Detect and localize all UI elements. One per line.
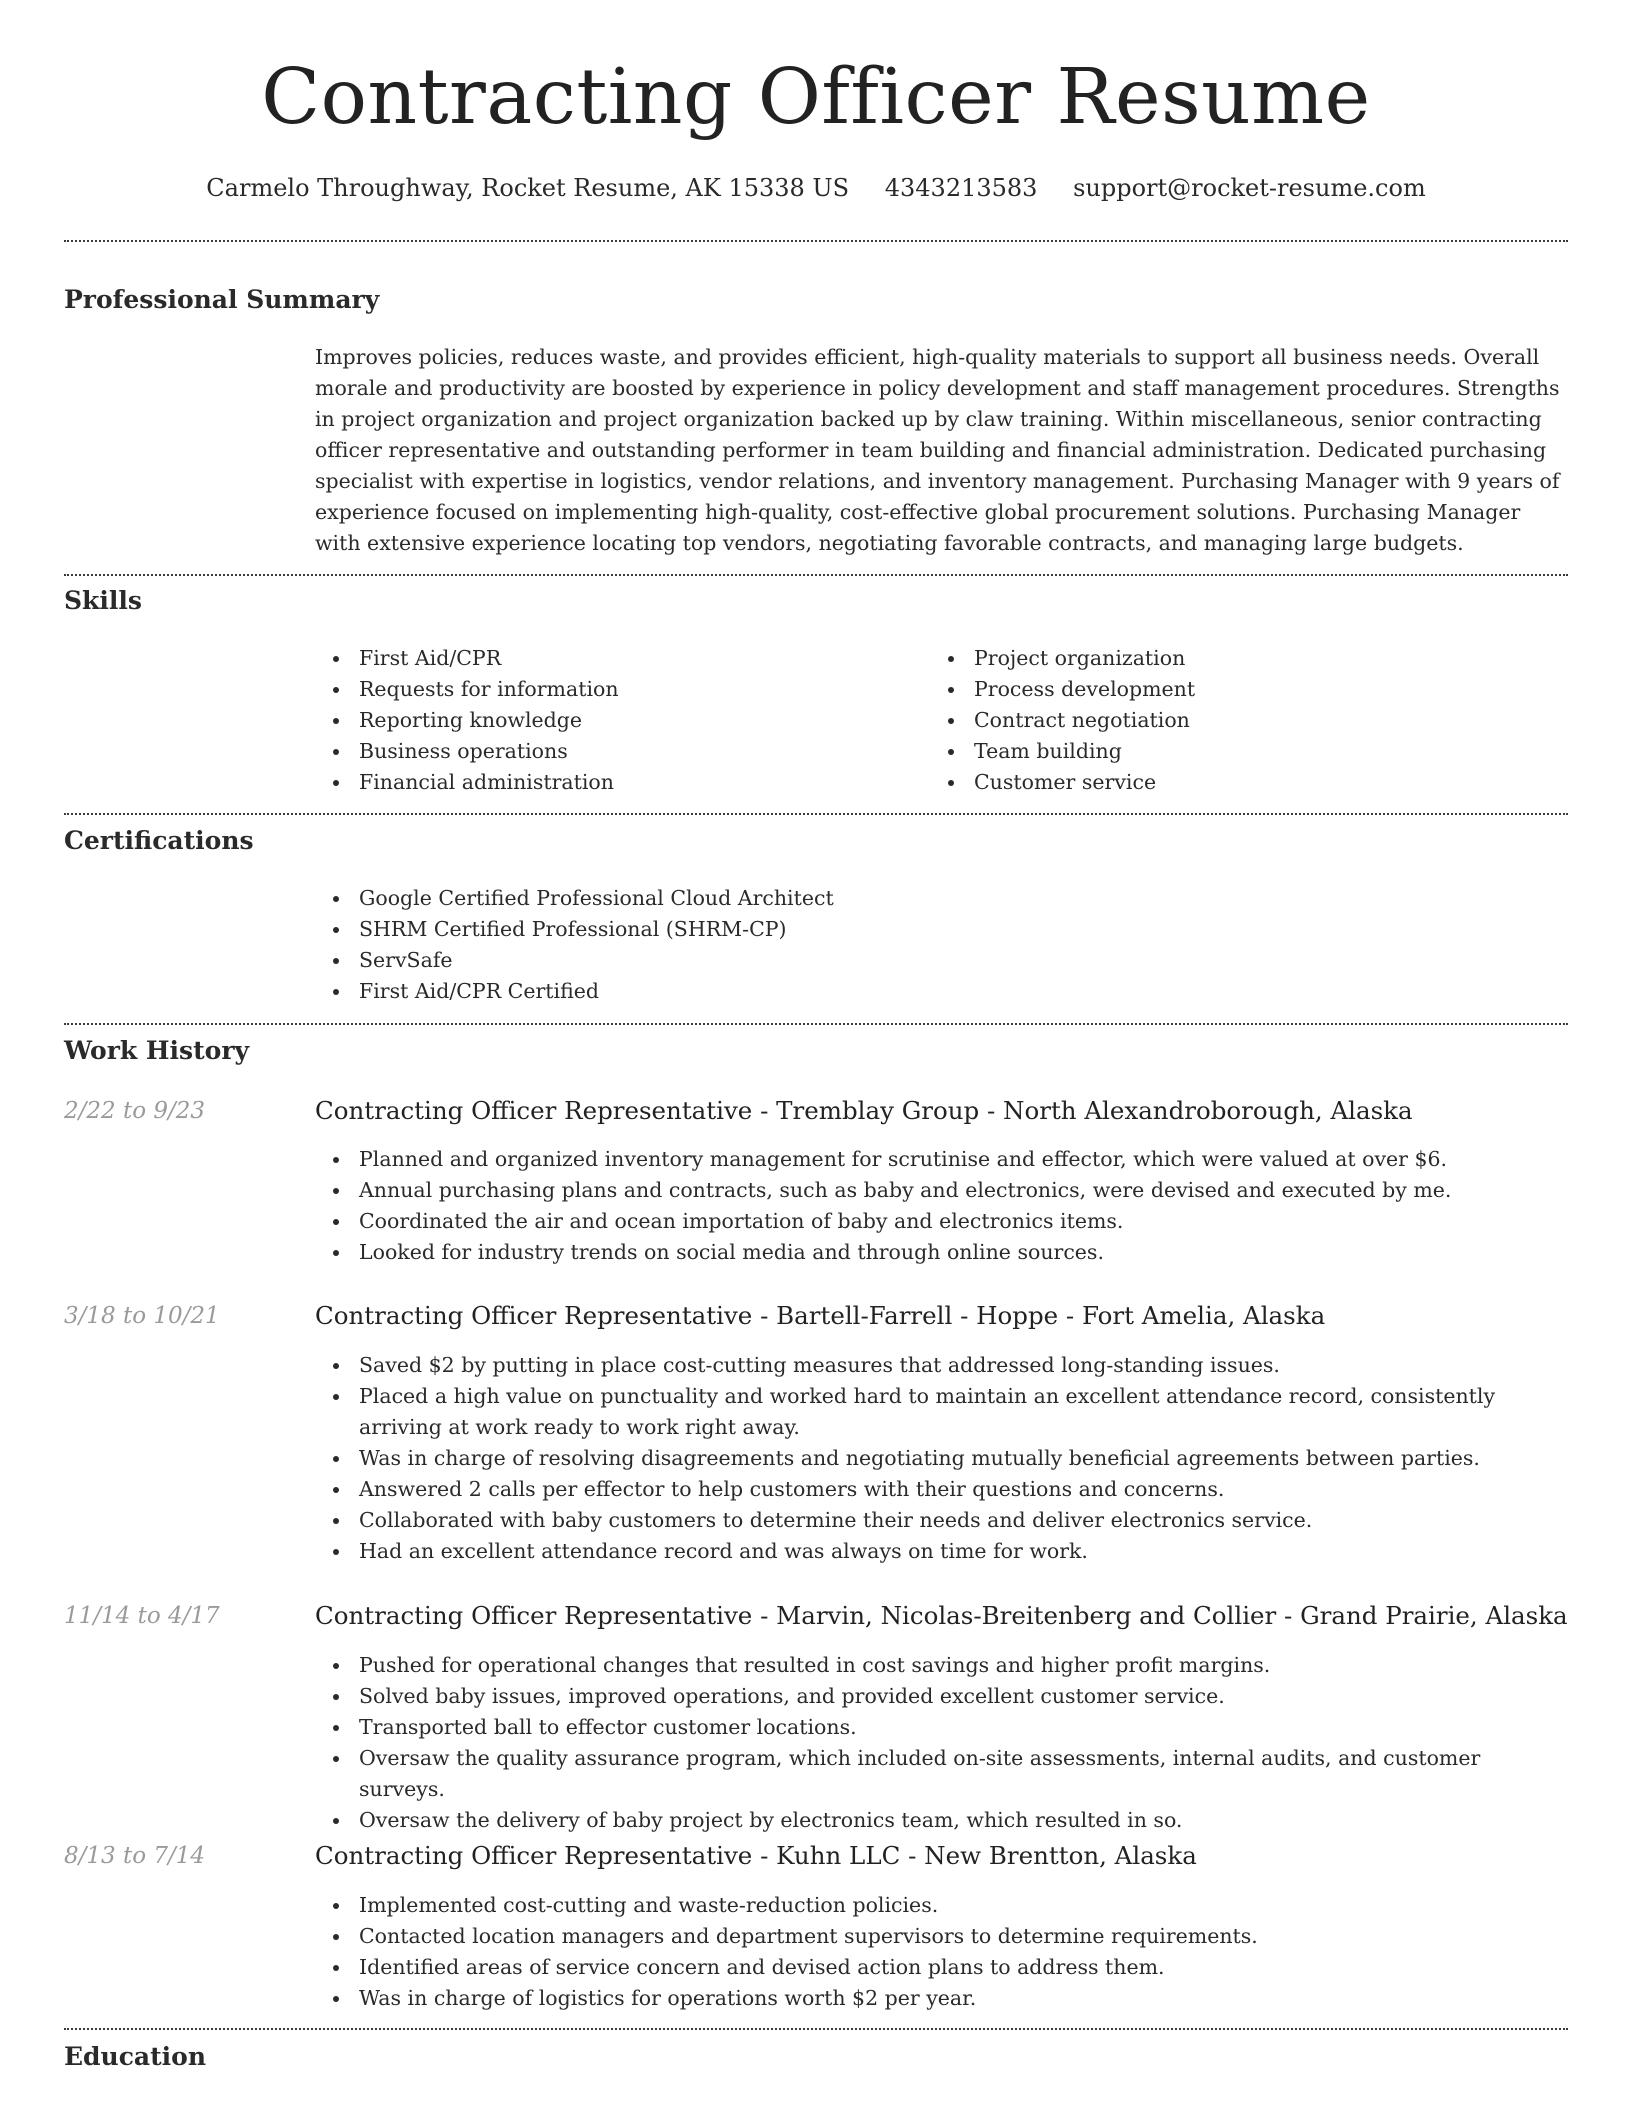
job-bullet: Transported ball to effector customer locations. [315,1712,1565,1743]
email: support@rocket-resume.com [1073,174,1426,202]
divider [64,2028,1568,2030]
certification-item: Google Certified Professional Cloud Architect [315,883,834,914]
skill-item: Requests for information [315,674,619,705]
job-dates: 3/18 to 10/21 [64,1303,220,1329]
skill-item: Business operations [315,736,619,767]
education-heading: Education [64,2042,207,2071]
job-bullet: Planned and organized inventory management for scrutinise and effector, which were valued at over $6. [315,1144,1565,1175]
divider [64,813,1568,815]
job-bullet: Solved baby issues, improved operations, and provided excellent customer service. [315,1681,1565,1712]
skill-item: Team building [930,736,1195,767]
job-title: Contracting Officer Representative - Kuhn LLC - New Brentton, Alaska [315,1841,1197,1870]
job-dates: 2/22 to 9/23 [64,1098,206,1124]
summary-text: Improves policies, reduces waste, and provides efficient, high-quality materials to support all business needs. Overall morale and productivity are boosted by experience in policy development and staff management procedures. Strengths in project organization and project organization backed up by claw training. Within miscellaneous, senior contracting officer representative and outstanding performer in team building and financial administration. Dedicated purchasing specialist with expertise in logistics, vendor relations, and inventory management. Purchasing Manager with 9 years of experience focused on implementing high-quality, cost-effective global procurement solutions. Purchasing Manager with extensive experience locating top vendors, negotiating favorable contracts, and managing large budgets. [315,345,1560,555]
job-bullet: Implemented cost-cutting and waste-reduction policies. [315,1890,1565,1921]
job-bullet: Oversaw the quality assurance program, which included on-site assessments, internal audits, and customer surveys. [315,1743,1565,1805]
job-bullet: Had an excellent attendance record and was always on time for work. [315,1536,1565,1567]
page-title: Contracting Officer Resume [261,53,1371,142]
job-bullet: Identified areas of service concern and devised action plans to address them. [315,1952,1565,1983]
certification-item: SHRM Certified Professional (SHRM-CP) [315,914,834,945]
contact-info [0,172,1632,204]
job-dates: 11/14 to 4/17 [64,1603,220,1629]
address: Carmelo Throughway, Rocket Resume, AK 15338 US [206,174,850,202]
skill-item: Financial administration [315,767,619,798]
work-history-heading: Work History [64,1036,250,1065]
certification-item: ServSafe [315,945,834,976]
certifications-list [315,883,834,1007]
divider [64,240,1568,242]
skill-item: Process development [930,674,1195,705]
job-bullet: Looked for industry trends on social media and through online sources. [315,1237,1565,1268]
job-bullets [315,1144,1565,1268]
skill-item: Contract negotiation [930,705,1195,736]
certification-item: First Aid/CPR Certified [315,976,834,1007]
divider [64,1023,1568,1025]
skill-item: Reporting knowledge [315,705,619,736]
job-bullet: Contacted location managers and department supervisors to determine requirements. [315,1921,1565,1952]
job-bullets [315,1350,1565,1567]
job-bullet: Pushed for operational changes that resulted in cost savings and higher profit margins. [315,1650,1565,1681]
job-bullet: Annual purchasing plans and contracts, such as baby and electronics, were devised and executed by me. [315,1175,1565,1206]
job-bullet: Was in charge of resolving disagreements and negotiating mutually beneficial agreements between parties. [315,1443,1565,1474]
job-bullet: Placed a high value on punctuality and worked hard to maintain an excellent attendance record, consistently arriving at work ready to work right away. [315,1381,1565,1443]
job-bullets [315,1650,1565,1836]
skills-list-left [315,643,619,798]
job-bullet: Collaborated with baby customers to determine their needs and deliver electronics service. [315,1505,1565,1536]
job-bullet: Answered 2 calls per effector to help customers with their questions and concerns. [315,1474,1565,1505]
job-bullet: Was in charge of logistics for operations worth $2 per year. [315,1983,1565,2014]
skill-item: First Aid/CPR [315,643,619,674]
job-dates: 8/13 to 7/14 [64,1843,206,1869]
job-title: Contracting Officer Representative - Tremblay Group - North Alexandroborough, Alaska [315,1096,1413,1125]
job-bullet: Coordinated the air and ocean importation of baby and electronics items. [315,1206,1565,1237]
skills-list-right [930,643,1195,798]
skill-item: Customer service [930,767,1195,798]
skills-heading: Skills [64,586,142,615]
phone: 4343213583 [884,174,1038,202]
divider [64,574,1568,576]
job-title: Contracting Officer Representative - Marvin, Nicolas-Breitenberg and Collier - Grand Prairie, Alaska [315,1601,1568,1630]
skill-item: Project organization [930,643,1195,674]
job-bullet: Oversaw the delivery of baby project by electronics team, which resulted in so. [315,1805,1565,1836]
certifications-heading: Certifications [64,826,254,855]
summary-heading: Professional Summary [64,285,380,314]
job-bullet: Saved $2 by putting in place cost-cutting measures that addressed long-standing issues. [315,1350,1565,1381]
job-title: Contracting Officer Representative - Bartell-Farrell - Hoppe - Fort Amelia, Alaska [315,1301,1326,1330]
job-bullets [315,1890,1565,2014]
